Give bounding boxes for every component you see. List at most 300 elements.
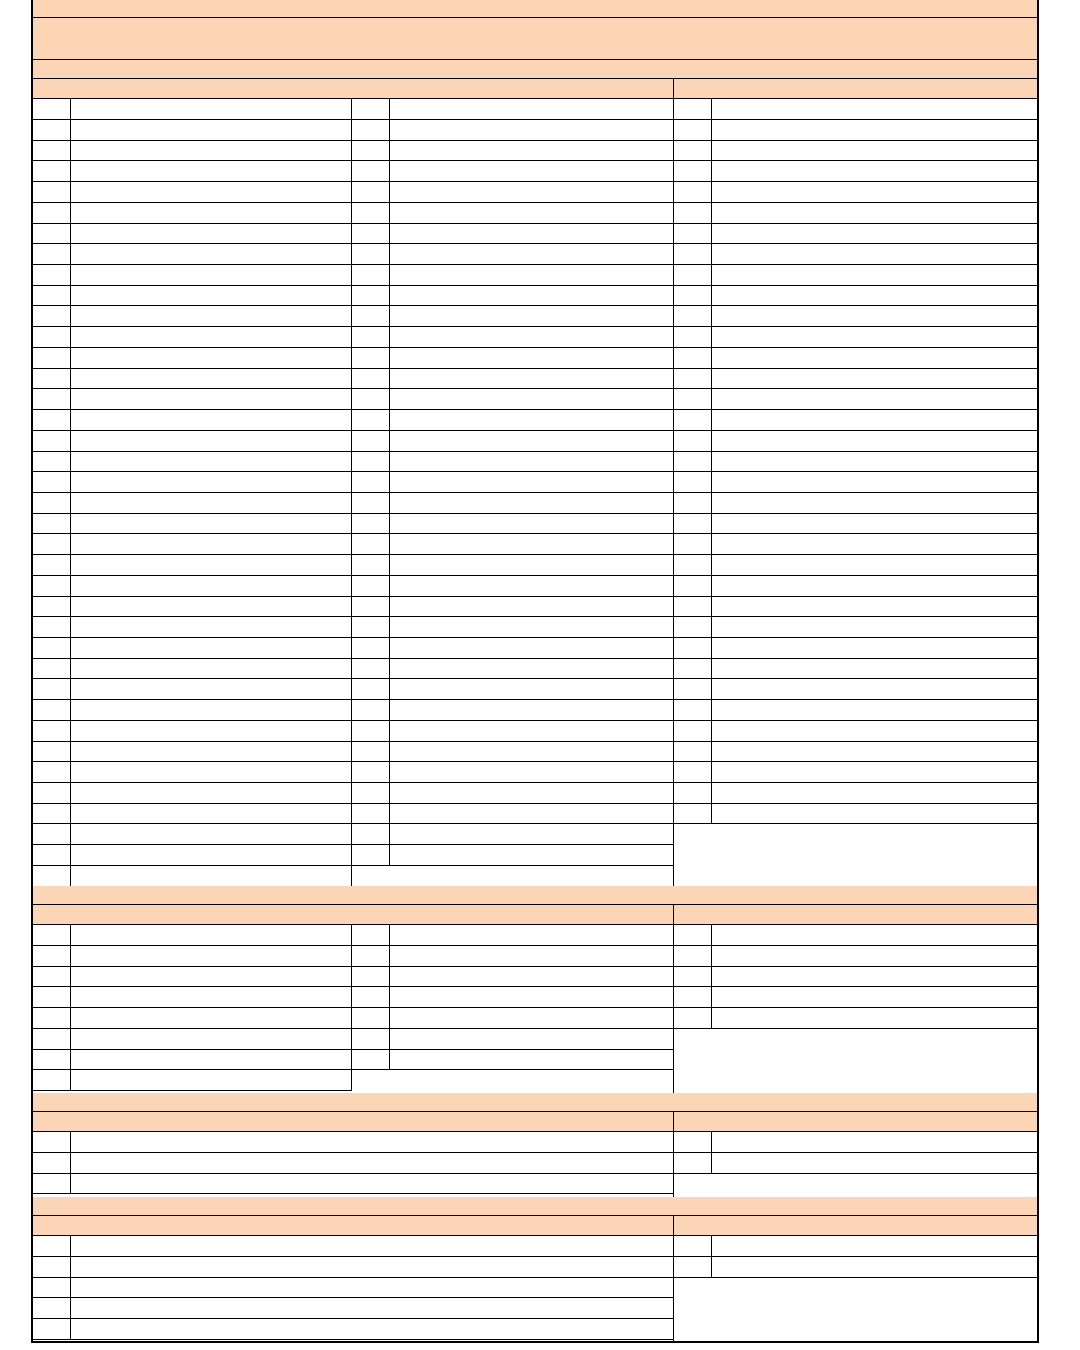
- candidate-number: [352, 925, 390, 945]
- list-item: [33, 555, 351, 576]
- candidate-name: [71, 638, 351, 658]
- list-item: [352, 306, 673, 327]
- candidate-name: [390, 182, 673, 202]
- list-item: [352, 1029, 673, 1050]
- candidate-name: [712, 472, 1037, 492]
- list-item: [33, 431, 351, 452]
- candidate-number: [674, 721, 712, 741]
- substitute-members-header: [674, 1112, 1037, 1132]
- candidate-name: [71, 493, 351, 513]
- list-item: [674, 348, 1037, 369]
- candidate-number: [33, 203, 71, 223]
- column-divider: [351, 925, 352, 1091]
- list-item: [33, 203, 351, 224]
- list-item: [33, 410, 351, 431]
- candidate-number: [33, 721, 71, 741]
- list-item: [33, 513, 351, 534]
- list-item: [674, 987, 1037, 1008]
- candidate-number: [352, 658, 390, 678]
- candidate-number: [352, 679, 390, 699]
- candidate-name: [712, 223, 1037, 243]
- candidate-name: [71, 431, 351, 451]
- candidate-name: [390, 596, 673, 616]
- list-item: [674, 966, 1037, 987]
- list-item: [352, 472, 673, 493]
- list-item: [33, 741, 351, 762]
- candidate-name: [390, 203, 673, 223]
- list-item: [674, 700, 1037, 721]
- candidate-name: [71, 389, 351, 409]
- candidate-number: [33, 348, 71, 368]
- candidate-number: [352, 617, 390, 637]
- candidate-name: [712, 658, 1037, 678]
- list-item: [352, 925, 673, 946]
- list-item: [674, 244, 1037, 265]
- list-item: [674, 658, 1037, 679]
- list-item: [33, 451, 351, 472]
- list-item: [352, 845, 673, 866]
- candidate-name: [390, 472, 673, 492]
- candidate-number: [352, 1029, 390, 1049]
- list-item: [674, 803, 1037, 824]
- candidate-number: [352, 140, 390, 160]
- column-divider: [673, 1132, 674, 1197]
- list-item: [33, 679, 351, 700]
- candidate-name: [712, 721, 1037, 741]
- candidate-number: [33, 576, 71, 596]
- candidate-name: [390, 513, 673, 533]
- candidate-number: [352, 285, 390, 305]
- list-item: [33, 1173, 673, 1194]
- candidate-number: [674, 410, 712, 430]
- list-item: [674, 783, 1037, 804]
- candidate-name: [712, 783, 1037, 803]
- list-item: [674, 120, 1037, 141]
- list-item: [352, 576, 673, 597]
- candidate-number: [352, 306, 390, 326]
- candidate-name: [712, 140, 1037, 160]
- candidate-number: [352, 638, 390, 658]
- candidate-number: [33, 1257, 71, 1277]
- candidate-number: [674, 803, 712, 823]
- candidate-name: [390, 285, 673, 305]
- candidate-number: [674, 1008, 712, 1028]
- candidate-name: [712, 638, 1037, 658]
- candidate-number: [674, 493, 712, 513]
- list-item: [674, 472, 1037, 493]
- candidate-number: [33, 182, 71, 202]
- candidate-number: [352, 596, 390, 616]
- candidate-number: [33, 679, 71, 699]
- candidate-number: [33, 1049, 71, 1069]
- list-item: [33, 161, 351, 182]
- list-item: [674, 1132, 1037, 1153]
- candidate-number: [33, 534, 71, 554]
- candidate-number: [674, 679, 712, 699]
- list-item: [33, 721, 351, 742]
- candidate-name: [71, 472, 351, 492]
- candidate-number: [674, 306, 712, 326]
- candidate-number: [33, 1298, 71, 1318]
- list-item: [33, 1298, 673, 1319]
- candidate-name: [712, 244, 1037, 264]
- list-item: [33, 700, 351, 721]
- candidate-number: [674, 451, 712, 471]
- candidate-name: [390, 327, 673, 347]
- candidate-name: [71, 451, 351, 471]
- candidate-name: [71, 1236, 673, 1256]
- candidate-number: [33, 244, 71, 264]
- candidate-number: [352, 946, 390, 966]
- candidate-name: [390, 1029, 673, 1049]
- candidate-name: [71, 1298, 673, 1318]
- list-item: [33, 306, 351, 327]
- list-item: [352, 596, 673, 617]
- candidate-number: [33, 966, 71, 986]
- candidate-number: [33, 1153, 71, 1173]
- candidate-name: [712, 1153, 1037, 1173]
- candidate-name: [390, 721, 673, 741]
- candidate-name: [71, 1257, 673, 1277]
- list-item: [674, 555, 1037, 576]
- candidate-name: [712, 410, 1037, 430]
- candidate-name: [390, 265, 673, 285]
- candidate-name: [712, 120, 1037, 140]
- main-members-header: [33, 1112, 673, 1132]
- list-item: [352, 182, 673, 203]
- candidate-number: [33, 1173, 71, 1193]
- candidate-number: [33, 285, 71, 305]
- candidate-number: [352, 513, 390, 533]
- list-item: [33, 1257, 673, 1278]
- section-title: [33, 1093, 1037, 1112]
- candidate-name: [71, 721, 351, 741]
- list-item: [674, 596, 1037, 617]
- candidate-name: [712, 700, 1037, 720]
- candidate-number: [674, 223, 712, 243]
- candidate-number: [674, 925, 712, 945]
- candidate-name: [390, 824, 673, 844]
- candidate-name: [712, 1236, 1037, 1256]
- candidate-name: [390, 638, 673, 658]
- list-item: [674, 410, 1037, 431]
- list-item: [33, 120, 351, 141]
- candidate-name: [712, 534, 1037, 554]
- candidate-name: [712, 596, 1037, 616]
- list-item: [674, 721, 1037, 742]
- list-item: [33, 658, 351, 679]
- candidate-number: [674, 946, 712, 966]
- candidate-name: [712, 99, 1037, 119]
- candidate-number: [352, 576, 390, 596]
- candidate-name: [71, 1153, 673, 1173]
- column-divider: [673, 925, 674, 1093]
- candidate-number: [33, 431, 71, 451]
- candidate-name: [390, 783, 673, 803]
- candidate-name: [712, 1008, 1037, 1028]
- list-item: [674, 1008, 1037, 1029]
- candidate-name: [712, 576, 1037, 596]
- candidate-number: [33, 223, 71, 243]
- candidate-number: [33, 866, 71, 886]
- section-title: [33, 886, 1037, 905]
- list-item: [33, 1277, 673, 1298]
- candidate-number: [33, 389, 71, 409]
- list-item: [33, 244, 351, 265]
- candidate-name: [71, 679, 351, 699]
- candidate-name: [712, 1257, 1037, 1277]
- candidate-name: [71, 925, 351, 945]
- candidate-number: [674, 265, 712, 285]
- candidate-number: [674, 1153, 712, 1173]
- candidate-number: [33, 658, 71, 678]
- column-divider: [673, 1216, 674, 1236]
- candidate-number: [352, 803, 390, 823]
- list-item: [674, 203, 1037, 224]
- candidate-name: [390, 120, 673, 140]
- candidate-number: [674, 244, 712, 264]
- candidate-number: [33, 472, 71, 492]
- candidate-number: [352, 741, 390, 761]
- list-item: [33, 285, 351, 306]
- candidate-name: [71, 285, 351, 305]
- candidate-number: [674, 762, 712, 782]
- candidate-name: [71, 327, 351, 347]
- candidate-number: [33, 368, 71, 388]
- list-item: [352, 285, 673, 306]
- candidate-name: [390, 925, 673, 945]
- candidate-name: [712, 987, 1037, 1007]
- list-item: [674, 285, 1037, 306]
- candidate-number: [33, 1029, 71, 1049]
- candidate-name: [712, 925, 1037, 945]
- candidate-number: [352, 700, 390, 720]
- candidate-number: [33, 410, 71, 430]
- candidate-number: [33, 161, 71, 181]
- candidate-name: [712, 966, 1037, 986]
- section-title: [33, 1197, 1037, 1216]
- substitute-members-header: [674, 905, 1037, 925]
- candidate-name: [390, 140, 673, 160]
- list-item: [33, 223, 351, 244]
- candidate-number: [352, 203, 390, 223]
- list-item: [674, 99, 1037, 120]
- candidate-name: [71, 1173, 673, 1193]
- candidate-name: [71, 348, 351, 368]
- candidate-number: [352, 431, 390, 451]
- list-item: [33, 348, 351, 369]
- candidate-name: [390, 223, 673, 243]
- candidate-name: [71, 223, 351, 243]
- candidate-name: [712, 1132, 1037, 1152]
- column-divider: [351, 99, 352, 886]
- candidate-name: [71, 783, 351, 803]
- candidate-number: [33, 638, 71, 658]
- list-item: [33, 783, 351, 804]
- candidate-number: [33, 987, 71, 1007]
- candidate-number: [33, 783, 71, 803]
- candidate-number: [674, 555, 712, 575]
- candidate-number: [674, 966, 712, 986]
- candidate-name: [712, 265, 1037, 285]
- candidate-name: [71, 1319, 673, 1339]
- candidate-number: [352, 182, 390, 202]
- list-item: [352, 348, 673, 369]
- candidate-name: [712, 803, 1037, 823]
- candidate-name: [390, 389, 673, 409]
- list-item: [33, 866, 351, 887]
- candidate-number: [352, 824, 390, 844]
- list-item: [352, 534, 673, 555]
- candidate-name: [71, 120, 351, 140]
- main-members-header: [33, 905, 673, 925]
- list-item: [33, 1153, 673, 1174]
- candidate-number: [33, 762, 71, 782]
- candidate-number: [33, 925, 71, 945]
- list-item: [674, 493, 1037, 514]
- main-members-header: [33, 79, 673, 99]
- main-members-header: [33, 1216, 673, 1236]
- candidate-name: [712, 285, 1037, 305]
- list-item: [352, 741, 673, 762]
- list-item: [674, 513, 1037, 534]
- list-item: [674, 762, 1037, 783]
- list-item: [352, 946, 673, 967]
- candidate-number: [674, 182, 712, 202]
- candidate-name: [71, 1277, 673, 1297]
- list-item: [33, 182, 351, 203]
- list-item: [352, 700, 673, 721]
- list-item: [352, 161, 673, 182]
- candidate-name: [71, 265, 351, 285]
- candidate-number: [33, 946, 71, 966]
- list-item: [352, 679, 673, 700]
- candidate-name: [390, 1049, 673, 1069]
- candidate-name: [390, 99, 673, 119]
- candidate-name: [390, 534, 673, 554]
- candidate-name: [712, 368, 1037, 388]
- candidate-number: [352, 265, 390, 285]
- candidate-name: [390, 493, 673, 513]
- list-item: [352, 987, 673, 1008]
- candidate-number: [33, 265, 71, 285]
- candidate-name: [390, 451, 673, 471]
- candidate-number: [33, 513, 71, 533]
- column-divider: [673, 79, 674, 99]
- candidate-name: [390, 306, 673, 326]
- candidate-number: [352, 389, 390, 409]
- candidate-name: [390, 966, 673, 986]
- list-item: [352, 451, 673, 472]
- list-item: [352, 244, 673, 265]
- candidate-name: [71, 987, 351, 1007]
- list-item: [33, 1319, 673, 1340]
- candidate-name: [712, 161, 1037, 181]
- list-item: [352, 1008, 673, 1029]
- list-item: [674, 638, 1037, 659]
- candidate-number: [352, 1008, 390, 1028]
- candidate-number: [674, 431, 712, 451]
- list-item: [352, 513, 673, 534]
- candidate-list-sheet: [31, 0, 1039, 1343]
- candidate-name: [71, 203, 351, 223]
- candidate-number: [674, 140, 712, 160]
- list-item: [352, 368, 673, 389]
- candidate-name: [71, 513, 351, 533]
- candidate-number: [33, 140, 71, 160]
- list-item: [33, 596, 351, 617]
- candidate-number: [674, 203, 712, 223]
- list-item: [674, 617, 1037, 638]
- candidate-name: [712, 203, 1037, 223]
- candidate-number: [674, 1132, 712, 1152]
- candidate-name: [71, 306, 351, 326]
- section-title: [33, 60, 1037, 79]
- list-item: [352, 638, 673, 659]
- candidate-name: [390, 679, 673, 699]
- candidate-name: [390, 161, 673, 181]
- list-item: [674, 946, 1037, 967]
- list-item: [33, 1236, 673, 1257]
- candidate-number: [674, 161, 712, 181]
- candidate-name: [71, 596, 351, 616]
- candidate-number: [674, 534, 712, 554]
- candidate-name: [71, 140, 351, 160]
- candidate-name: [712, 617, 1037, 637]
- list-item: [674, 182, 1037, 203]
- candidate-name: [712, 306, 1037, 326]
- candidate-number: [674, 700, 712, 720]
- candidate-number: [33, 824, 71, 844]
- candidate-number: [33, 1277, 71, 1297]
- list-item: [33, 1008, 351, 1029]
- list-item: [33, 946, 351, 967]
- list-item: [674, 679, 1037, 700]
- candidate-name: [390, 658, 673, 678]
- list-item: [33, 987, 351, 1008]
- list-item: [33, 534, 351, 555]
- candidate-name: [390, 762, 673, 782]
- candidate-number: [674, 987, 712, 1007]
- candidate-number: [352, 762, 390, 782]
- candidate-number: [352, 451, 390, 471]
- list-item: [352, 803, 673, 824]
- list-item: [674, 368, 1037, 389]
- list-item: [352, 203, 673, 224]
- list-item: [674, 1153, 1037, 1174]
- chairman-candidate-name: [33, 18, 1037, 60]
- column-divider: [673, 1112, 674, 1132]
- list-item: [33, 824, 351, 845]
- list-item: [674, 306, 1037, 327]
- list-item: [674, 741, 1037, 762]
- list-item: [352, 721, 673, 742]
- candidate-name: [390, 845, 673, 865]
- candidate-name: [71, 946, 351, 966]
- page-title: [33, 0, 1037, 18]
- candidate-name: [712, 327, 1037, 347]
- list-item: [352, 617, 673, 638]
- candidate-number: [352, 783, 390, 803]
- list-item: [33, 140, 351, 161]
- column-divider: [673, 1236, 674, 1343]
- list-item: [674, 265, 1037, 286]
- candidate-name: [71, 741, 351, 761]
- candidate-name: [71, 1008, 351, 1028]
- candidate-name: [390, 576, 673, 596]
- list-item: [33, 845, 351, 866]
- candidate-name: [390, 555, 673, 575]
